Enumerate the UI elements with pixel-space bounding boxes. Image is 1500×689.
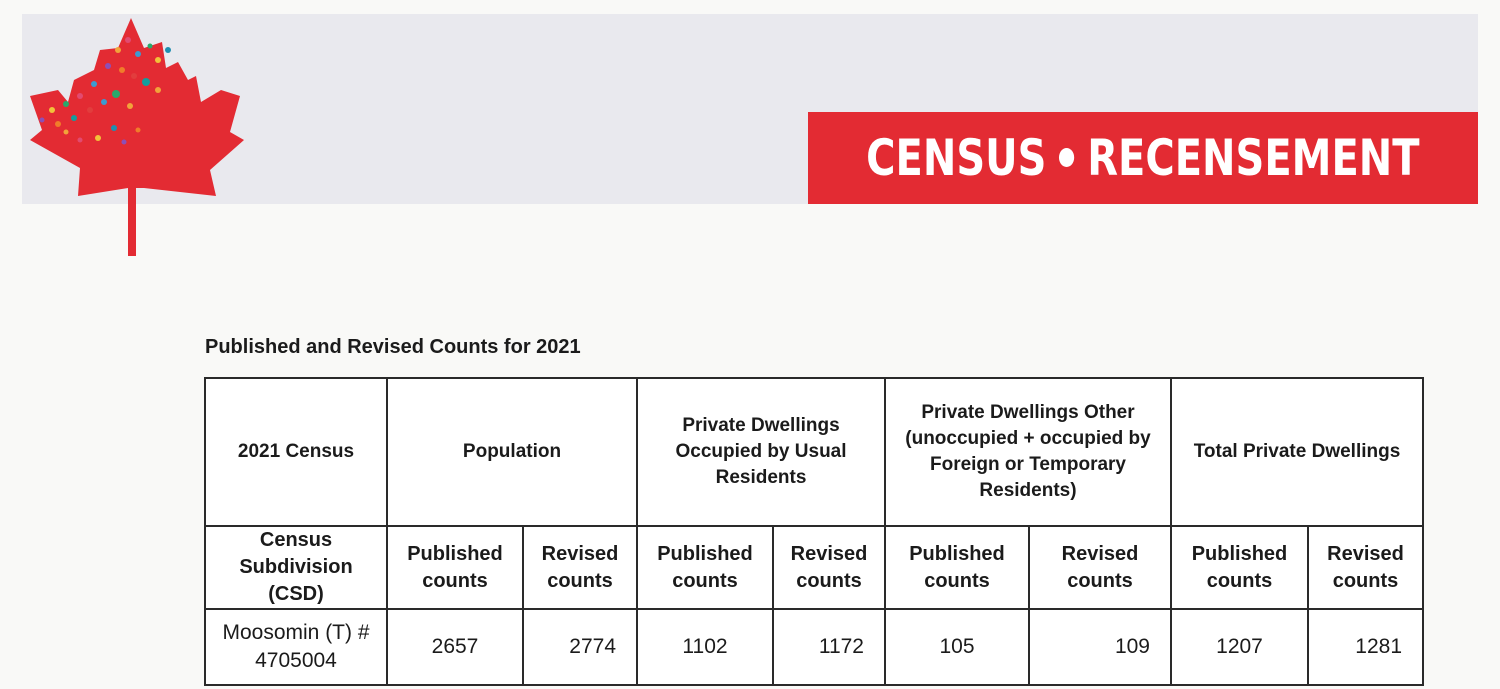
subheader-published: Published counts: [885, 526, 1029, 609]
occupied-revised: 1172: [773, 609, 885, 685]
subheader-revised: Revised counts: [1029, 526, 1171, 609]
subheader-csd: Census Subdivision (CSD): [205, 526, 387, 609]
brand-census: CENSUS: [866, 129, 1047, 187]
subheader-revised: Revised counts: [773, 526, 885, 609]
counts-table: [204, 377, 1424, 686]
population-published: 2657: [387, 609, 523, 685]
census-brand-bar: [808, 112, 1478, 204]
csd-name: Moosomin (T) # 4705004: [205, 609, 387, 685]
header-total-dwellings: Total Private Dwellings: [1171, 378, 1423, 526]
population-revised: 2774: [523, 609, 637, 685]
subheader-revised: Revised counts: [523, 526, 637, 609]
header-occupied-dwellings: Private Dwellings Occupied by Usual Residents: [637, 378, 885, 526]
total-revised: 1281: [1308, 609, 1423, 685]
table-subheader-row: [205, 526, 1423, 609]
header-other-dwellings: Private Dwellings Other (unoccupied + occupied by Foreign or Temporary Residents): [885, 378, 1171, 526]
table-row: [205, 609, 1423, 685]
other-revised: 109: [1029, 609, 1171, 685]
maple-leaf-icon: [18, 10, 248, 260]
bullet-dot-icon: [1059, 148, 1074, 167]
census-wordmark: [866, 129, 1419, 187]
header-population: Population: [387, 378, 637, 526]
subheader-published: Published counts: [1171, 526, 1308, 609]
total-published: 1207: [1171, 609, 1308, 685]
brand-recensement: RECENSEMENT: [1087, 129, 1420, 187]
header-census-year: 2021 Census: [205, 378, 387, 526]
occupied-published: 1102: [637, 609, 773, 685]
subheader-published: Published counts: [637, 526, 773, 609]
subheader-revised: Revised counts: [1308, 526, 1423, 609]
subheader-published: Published counts: [387, 526, 523, 609]
table-header-row: [205, 378, 1423, 526]
other-published: 105: [885, 609, 1029, 685]
table-title: Published and Revised Counts for 2021: [205, 336, 581, 358]
